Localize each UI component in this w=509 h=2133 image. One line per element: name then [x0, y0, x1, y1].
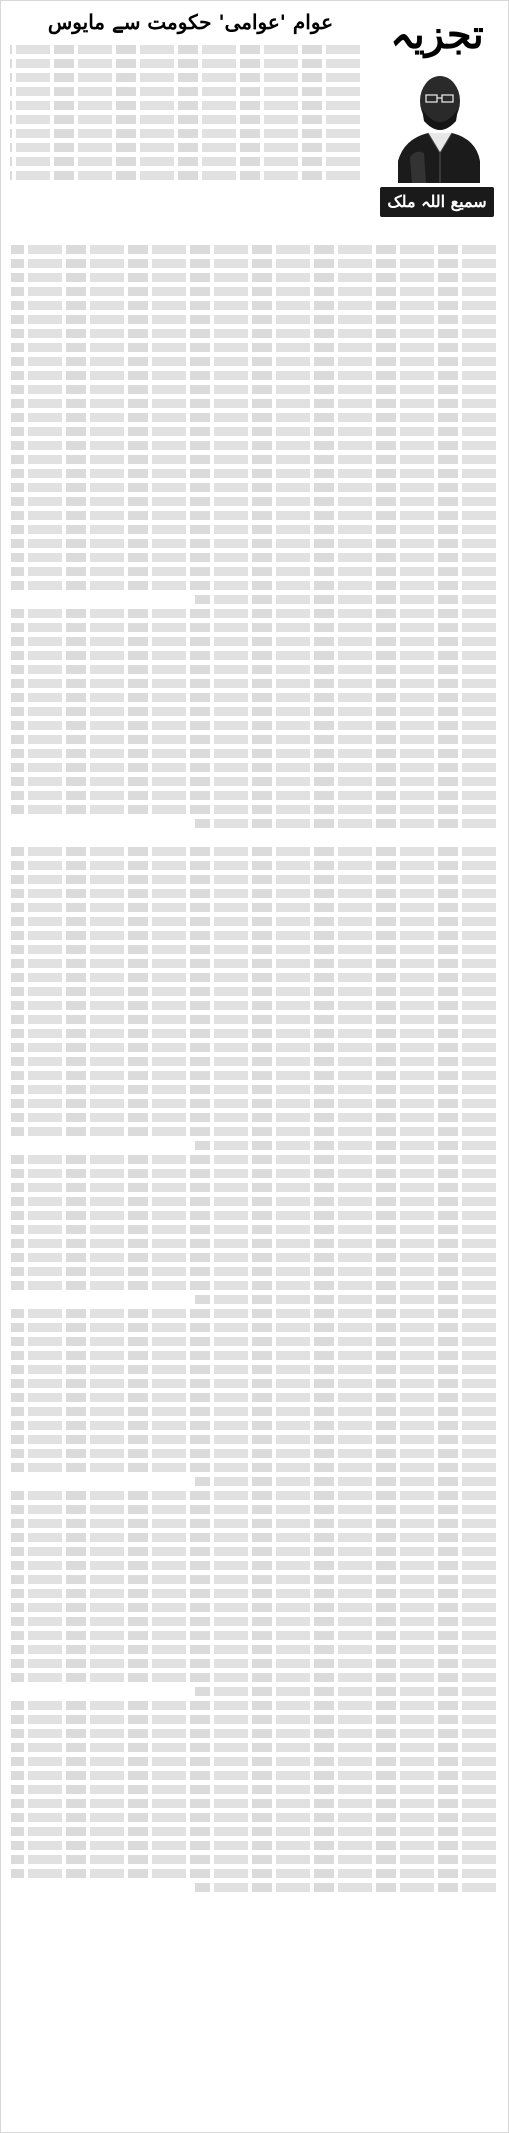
text-line [11, 511, 496, 520]
text-line [11, 259, 496, 268]
text-line [11, 1393, 496, 1402]
text-line [11, 469, 496, 478]
text-line [11, 287, 496, 296]
text-line [10, 45, 360, 54]
text-line [11, 1813, 496, 1822]
author-name: سمیع اللہ ملک [380, 187, 494, 217]
text-line [11, 1841, 496, 1850]
text-line [195, 595, 496, 604]
text-line [11, 791, 496, 800]
text-line [11, 1645, 496, 1654]
paragraph [10, 45, 360, 180]
text-line [11, 1281, 496, 1290]
text-line [11, 665, 496, 674]
text-line [11, 903, 496, 912]
article-intro-column [10, 41, 360, 241]
paragraph [11, 847, 496, 1150]
text-line [11, 1771, 496, 1780]
text-line [11, 1533, 496, 1542]
text-line [11, 763, 496, 772]
text-line [11, 1239, 496, 1248]
text-line [11, 889, 496, 898]
text-line [11, 1155, 496, 1164]
text-line [195, 819, 496, 828]
text-line [195, 1141, 496, 1150]
text-line [11, 525, 496, 534]
text-line [11, 1729, 496, 1738]
text-line [11, 1603, 496, 1612]
paragraph [11, 245, 496, 604]
text-line [11, 735, 496, 744]
text-line [11, 1617, 496, 1626]
text-line [11, 1421, 496, 1430]
text-line [11, 1183, 496, 1192]
text-line [11, 371, 496, 380]
text-line [11, 1043, 496, 1052]
text-line [11, 385, 496, 394]
text-line [11, 1253, 496, 1262]
text-line [11, 1631, 496, 1640]
text-line [11, 875, 496, 884]
text-line [11, 721, 496, 730]
text-line [11, 749, 496, 758]
text-line [10, 129, 360, 138]
text-line [11, 861, 496, 870]
paragraph [11, 1701, 496, 1892]
headline: عوام 'عوامی' حکومت سے مایوس [47, 10, 334, 34]
text-line [11, 1085, 496, 1094]
text-line [11, 567, 496, 576]
text-line [11, 553, 496, 562]
text-line [11, 273, 496, 282]
text-line [11, 1757, 496, 1766]
text-line [11, 931, 496, 940]
text-line [11, 1463, 496, 1472]
text-line [11, 1379, 496, 1388]
text-line [11, 847, 496, 856]
text-line [11, 917, 496, 926]
text-line [11, 679, 496, 688]
text-line [11, 1267, 496, 1276]
text-line [11, 1743, 496, 1752]
text-line [11, 987, 496, 996]
text-line [11, 1197, 496, 1206]
text-line [195, 1687, 496, 1696]
text-line [11, 1211, 496, 1220]
text-line [11, 1435, 496, 1444]
text-line [10, 143, 360, 152]
text-line [10, 101, 360, 110]
text-line [11, 1127, 496, 1136]
text-line [11, 1561, 496, 1570]
text-line [11, 1575, 496, 1584]
text-line [11, 1491, 496, 1500]
paragraph [11, 1309, 496, 1486]
text-line [11, 1029, 496, 1038]
text-line [195, 1295, 496, 1304]
text-line [11, 343, 496, 352]
text-line [11, 1225, 496, 1234]
text-line [11, 1309, 496, 1318]
text-line [10, 115, 360, 124]
text-line [11, 399, 496, 408]
text-line [11, 357, 496, 366]
text-line [11, 693, 496, 702]
text-line [10, 171, 360, 180]
text-line [11, 651, 496, 660]
text-line [11, 777, 496, 786]
text-line [11, 609, 496, 618]
article-body-column [11, 241, 496, 2126]
text-line [11, 539, 496, 548]
text-line [11, 497, 496, 506]
text-line [11, 1505, 496, 1514]
text-line [11, 455, 496, 464]
text-line [11, 315, 496, 324]
tajziya-logo-icon: تجزیہ [390, 11, 484, 58]
text-line [11, 1057, 496, 1066]
text-line [11, 329, 496, 338]
text-line [11, 707, 496, 716]
text-line [11, 413, 496, 422]
text-line [11, 245, 496, 254]
text-line [11, 1547, 496, 1556]
text-line [11, 301, 496, 310]
text-line [11, 1869, 496, 1878]
text-line [10, 157, 360, 166]
paragraph [11, 609, 496, 828]
text-line [11, 623, 496, 632]
text-line [11, 1589, 496, 1598]
text-line [195, 1477, 496, 1486]
text-line [11, 1855, 496, 1864]
text-line [10, 73, 360, 82]
text-line [11, 1015, 496, 1024]
paragraph-gap [11, 833, 496, 843]
text-line [11, 1351, 496, 1360]
text-line [11, 1659, 496, 1668]
text-line [11, 973, 496, 982]
text-line [195, 1883, 496, 1892]
text-line [11, 1827, 496, 1836]
text-line [10, 87, 360, 96]
text-line [11, 1449, 496, 1458]
text-line [11, 1113, 496, 1122]
text-line [11, 483, 496, 492]
text-line [11, 1337, 496, 1346]
text-line [11, 1365, 496, 1374]
text-line [11, 1099, 496, 1108]
text-line [11, 581, 496, 590]
author-portrait-icon [390, 65, 482, 183]
text-line [11, 1785, 496, 1794]
text-line [11, 1071, 496, 1080]
text-line [11, 1673, 496, 1682]
text-line [11, 1799, 496, 1808]
text-line [11, 1169, 496, 1178]
text-line [11, 1701, 496, 1710]
column-branding [372, 7, 502, 247]
text-line [11, 805, 496, 814]
text-line [11, 1001, 496, 1010]
text-line [11, 1519, 496, 1528]
text-line [11, 959, 496, 968]
text-line [11, 1407, 496, 1416]
paragraph [11, 1155, 496, 1304]
text-line [10, 59, 360, 68]
paragraph [11, 1491, 496, 1696]
text-line [11, 1323, 496, 1332]
text-line [11, 427, 496, 436]
text-line [11, 1715, 496, 1724]
text-line [11, 441, 496, 450]
text-line [11, 637, 496, 646]
text-line [11, 945, 496, 954]
